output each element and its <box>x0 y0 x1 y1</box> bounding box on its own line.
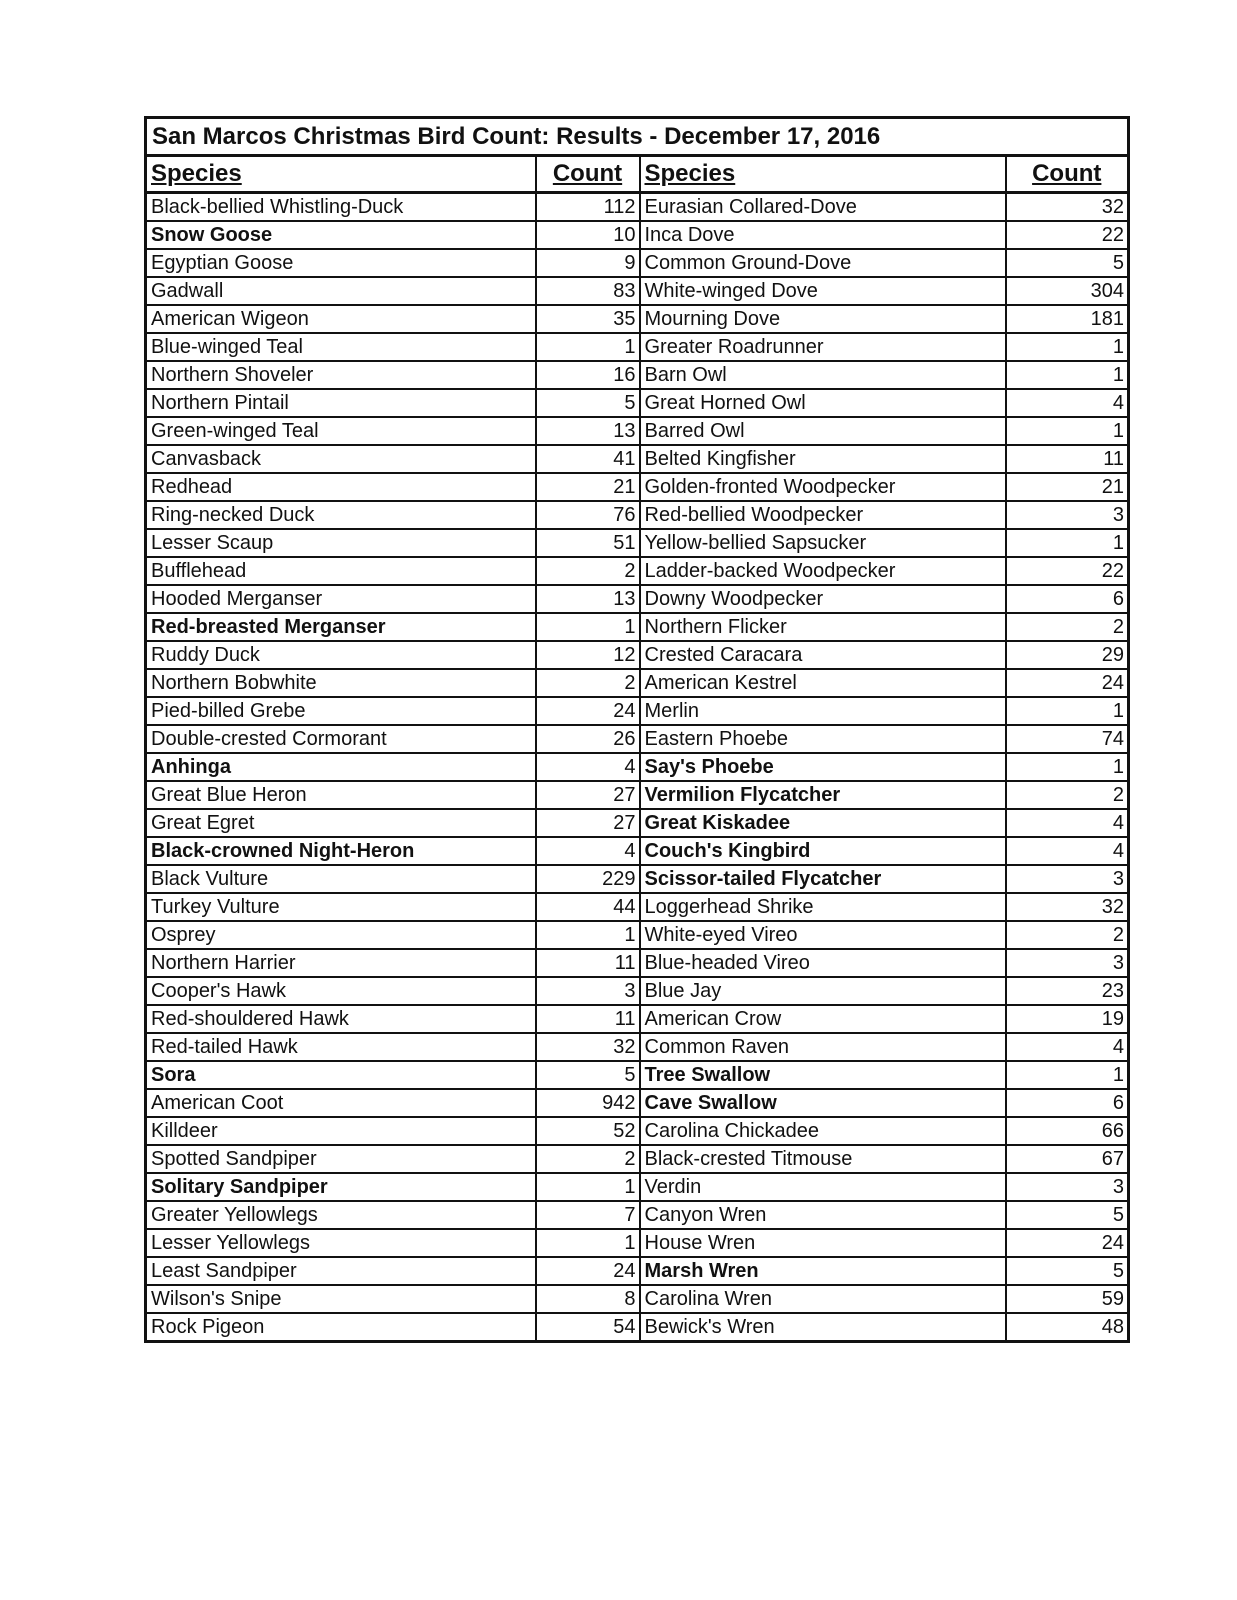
count-cell-right: 5 <box>1006 1257 1129 1285</box>
species-cell-right: Carolina Chickadee <box>640 1117 1006 1145</box>
count-cell-right: 5 <box>1006 1201 1129 1229</box>
species-cell-left: Anhinga <box>146 753 536 781</box>
species-cell-right: Carolina Wren <box>640 1285 1006 1313</box>
count-cell-left: 942 <box>536 1089 640 1117</box>
species-cell-left: Northern Shoveler <box>146 361 536 389</box>
count-cell-right: 66 <box>1006 1117 1129 1145</box>
count-cell-right: 67 <box>1006 1145 1129 1173</box>
species-cell-left: Red-breasted Merganser <box>146 613 536 641</box>
species-cell-right: American Crow <box>640 1005 1006 1033</box>
count-cell-right: 1 <box>1006 361 1129 389</box>
count-cell-left: 54 <box>536 1313 640 1342</box>
species-cell-left: Red-shouldered Hawk <box>146 1005 536 1033</box>
count-cell-right: 2 <box>1006 613 1129 641</box>
count-cell-left: 9 <box>536 249 640 277</box>
species-cell-left: Bufflehead <box>146 557 536 585</box>
count-cell-right: 24 <box>1006 669 1129 697</box>
table-row <box>146 1285 1129 1313</box>
count-cell-right: 48 <box>1006 1313 1129 1342</box>
species-cell-left: Ruddy Duck <box>146 641 536 669</box>
count-cell-right: 6 <box>1006 585 1129 613</box>
species-cell-left: Rock Pigeon <box>146 1313 536 1342</box>
species-cell-left: Pied-billed Grebe <box>146 697 536 725</box>
table-row <box>146 1201 1129 1229</box>
count-cell-right: 24 <box>1006 1229 1129 1257</box>
species-header-right: Species <box>640 156 1006 193</box>
table-row <box>146 977 1129 1005</box>
table-row <box>146 697 1129 725</box>
table-row <box>146 921 1129 949</box>
count-cell-left: 16 <box>536 361 640 389</box>
table-row <box>146 781 1129 809</box>
count-cell-left: 5 <box>536 389 640 417</box>
species-cell-right: Great Horned Owl <box>640 389 1006 417</box>
species-cell-left: Ring-necked Duck <box>146 501 536 529</box>
species-cell-left: Snow Goose <box>146 221 536 249</box>
table-row <box>146 1005 1129 1033</box>
count-cell-right: 181 <box>1006 305 1129 333</box>
species-cell-left: Spotted Sandpiper <box>146 1145 536 1173</box>
species-cell-left: Blue-winged Teal <box>146 333 536 361</box>
species-cell-right: Loggerhead Shrike <box>640 893 1006 921</box>
count-cell-left: 26 <box>536 725 640 753</box>
species-cell-right: Yellow-bellied Sapsucker <box>640 529 1006 557</box>
count-cell-left: 44 <box>536 893 640 921</box>
table-row <box>146 389 1129 417</box>
species-cell-right: Couch's Kingbird <box>640 837 1006 865</box>
species-cell-right: Great Kiskadee <box>640 809 1006 837</box>
count-cell-left: 2 <box>536 1145 640 1173</box>
species-cell-left: Redhead <box>146 473 536 501</box>
species-cell-left: Great Blue Heron <box>146 781 536 809</box>
species-cell-right: Crested Caracara <box>640 641 1006 669</box>
species-cell-left: American Coot <box>146 1089 536 1117</box>
species-header-left: Species <box>146 156 536 193</box>
table-row <box>146 1061 1129 1089</box>
table-row <box>146 949 1129 977</box>
species-cell-left: Wilson's Snipe <box>146 1285 536 1313</box>
count-cell-left: 12 <box>536 641 640 669</box>
table-row <box>146 417 1129 445</box>
species-cell-left: Northern Pintail <box>146 389 536 417</box>
species-cell-left: Lesser Yellowlegs <box>146 1229 536 1257</box>
table-row <box>146 193 1129 222</box>
species-cell-right: Common Raven <box>640 1033 1006 1061</box>
count-cell-left: 51 <box>536 529 640 557</box>
count-cell-left: 32 <box>536 1033 640 1061</box>
count-cell-right: 22 <box>1006 557 1129 585</box>
species-cell-left: Great Egret <box>146 809 536 837</box>
count-cell-right: 3 <box>1006 949 1129 977</box>
species-cell-right: Eurasian Collared-Dove <box>640 193 1006 222</box>
species-cell-right: Bewick's Wren <box>640 1313 1006 1342</box>
species-cell-right: Canyon Wren <box>640 1201 1006 1229</box>
count-cell-left: 41 <box>536 445 640 473</box>
species-cell-right: Ladder-backed Woodpecker <box>640 557 1006 585</box>
species-cell-right: Greater Roadrunner <box>640 333 1006 361</box>
species-cell-right: Vermilion Flycatcher <box>640 781 1006 809</box>
header-row <box>146 156 1129 193</box>
count-cell-left: 8 <box>536 1285 640 1313</box>
species-cell-right: Scissor-tailed Flycatcher <box>640 865 1006 893</box>
count-cell-left: 27 <box>536 809 640 837</box>
species-cell-right: Belted Kingfisher <box>640 445 1006 473</box>
count-cell-left: 4 <box>536 753 640 781</box>
species-cell-left: Hooded Merganser <box>146 585 536 613</box>
count-cell-left: 229 <box>536 865 640 893</box>
title-row <box>146 118 1129 156</box>
count-cell-left: 5 <box>536 1061 640 1089</box>
count-header-left: Count <box>536 156 640 193</box>
count-cell-right: 3 <box>1006 865 1129 893</box>
count-cell-right: 4 <box>1006 837 1129 865</box>
count-cell-right: 4 <box>1006 389 1129 417</box>
count-cell-right: 21 <box>1006 473 1129 501</box>
species-cell-right: Tree Swallow <box>640 1061 1006 1089</box>
species-cell-right: Blue Jay <box>640 977 1006 1005</box>
species-cell-right: Red-bellied Woodpecker <box>640 501 1006 529</box>
count-cell-right: 1 <box>1006 697 1129 725</box>
species-cell-left: Red-tailed Hawk <box>146 1033 536 1061</box>
species-cell-right: Eastern Phoebe <box>640 725 1006 753</box>
count-cell-left: 11 <box>536 949 640 977</box>
species-cell-right: Mourning Dove <box>640 305 1006 333</box>
table-row <box>146 1257 1129 1285</box>
table-row <box>146 1117 1129 1145</box>
table-row <box>146 865 1129 893</box>
count-cell-left: 52 <box>536 1117 640 1145</box>
count-cell-left: 1 <box>536 1173 640 1201</box>
count-cell-left: 1 <box>536 921 640 949</box>
count-header-right: Count <box>1006 156 1129 193</box>
count-cell-right: 304 <box>1006 277 1129 305</box>
species-cell-right: Merlin <box>640 697 1006 725</box>
count-cell-right: 3 <box>1006 501 1129 529</box>
species-cell-left: Black Vulture <box>146 865 536 893</box>
bird-count-table <box>144 116 1130 1343</box>
count-cell-right: 1 <box>1006 333 1129 361</box>
count-cell-left: 1 <box>536 333 640 361</box>
count-cell-right: 2 <box>1006 781 1129 809</box>
species-cell-right: Marsh Wren <box>640 1257 1006 1285</box>
count-cell-right: 1 <box>1006 417 1129 445</box>
count-cell-right: 74 <box>1006 725 1129 753</box>
species-cell-right: Inca Dove <box>640 221 1006 249</box>
table-row <box>146 585 1129 613</box>
species-cell-left: American Wigeon <box>146 305 536 333</box>
table-row <box>146 725 1129 753</box>
count-cell-left: 35 <box>536 305 640 333</box>
species-cell-left: Black-crowned Night-Heron <box>146 837 536 865</box>
table-row <box>146 837 1129 865</box>
species-cell-left: Turkey Vulture <box>146 893 536 921</box>
species-cell-right: American Kestrel <box>640 669 1006 697</box>
species-cell-right: Northern Flicker <box>640 613 1006 641</box>
count-cell-left: 76 <box>536 501 640 529</box>
count-cell-right: 3 <box>1006 1173 1129 1201</box>
table-row <box>146 1089 1129 1117</box>
count-cell-right: 29 <box>1006 641 1129 669</box>
species-cell-right: White-eyed Vireo <box>640 921 1006 949</box>
table-row <box>146 669 1129 697</box>
species-cell-left: Killdeer <box>146 1117 536 1145</box>
count-cell-right: 4 <box>1006 809 1129 837</box>
species-cell-left: Cooper's Hawk <box>146 977 536 1005</box>
count-cell-right: 23 <box>1006 977 1129 1005</box>
table-row <box>146 473 1129 501</box>
count-cell-right: 32 <box>1006 193 1129 222</box>
table-row <box>146 1033 1129 1061</box>
table-row <box>146 249 1129 277</box>
count-cell-right: 11 <box>1006 445 1129 473</box>
species-cell-left: Northern Harrier <box>146 949 536 977</box>
count-cell-left: 27 <box>536 781 640 809</box>
count-cell-left: 24 <box>536 697 640 725</box>
count-cell-right: 5 <box>1006 249 1129 277</box>
count-cell-right: 22 <box>1006 221 1129 249</box>
species-cell-left: Double-crested Cormorant <box>146 725 536 753</box>
species-cell-right: Downy Woodpecker <box>640 585 1006 613</box>
table-row <box>146 361 1129 389</box>
count-cell-right: 1 <box>1006 1061 1129 1089</box>
table-body <box>146 193 1129 1342</box>
species-cell-left: Egyptian Goose <box>146 249 536 277</box>
species-cell-left: Northern Bobwhite <box>146 669 536 697</box>
species-cell-left: Gadwall <box>146 277 536 305</box>
count-cell-left: 11 <box>536 1005 640 1033</box>
count-cell-left: 24 <box>536 1257 640 1285</box>
count-cell-left: 21 <box>536 473 640 501</box>
table-row <box>146 893 1129 921</box>
table-row <box>146 753 1129 781</box>
table-row <box>146 445 1129 473</box>
species-cell-right: Barn Owl <box>640 361 1006 389</box>
species-cell-right: White-winged Dove <box>640 277 1006 305</box>
count-cell-left: 13 <box>536 417 640 445</box>
count-cell-right: 1 <box>1006 753 1129 781</box>
count-cell-left: 7 <box>536 1201 640 1229</box>
table-row <box>146 1173 1129 1201</box>
species-cell-left: Green-winged Teal <box>146 417 536 445</box>
count-cell-right: 2 <box>1006 921 1129 949</box>
count-cell-left: 83 <box>536 277 640 305</box>
table-row <box>146 1313 1129 1342</box>
table-row <box>146 1145 1129 1173</box>
count-cell-right: 4 <box>1006 1033 1129 1061</box>
count-cell-right: 1 <box>1006 529 1129 557</box>
table-row <box>146 305 1129 333</box>
species-cell-right: Cave Swallow <box>640 1089 1006 1117</box>
count-cell-left: 2 <box>536 669 640 697</box>
species-cell-left: Canvasback <box>146 445 536 473</box>
table-row <box>146 277 1129 305</box>
species-cell-right: Golden-fronted Woodpecker <box>640 473 1006 501</box>
count-cell-right: 32 <box>1006 893 1129 921</box>
table-row <box>146 221 1129 249</box>
count-cell-left: 112 <box>536 193 640 222</box>
species-cell-right: Say's Phoebe <box>640 753 1006 781</box>
count-cell-right: 59 <box>1006 1285 1129 1313</box>
species-cell-right: Common Ground-Dove <box>640 249 1006 277</box>
count-cell-left: 4 <box>536 837 640 865</box>
species-cell-left: Least Sandpiper <box>146 1257 536 1285</box>
count-cell-left: 1 <box>536 1229 640 1257</box>
table-row <box>146 501 1129 529</box>
species-cell-left: Lesser Scaup <box>146 529 536 557</box>
species-cell-left: Greater Yellowlegs <box>146 1201 536 1229</box>
table-row <box>146 333 1129 361</box>
table-row <box>146 641 1129 669</box>
count-cell-left: 10 <box>536 221 640 249</box>
species-cell-right: Black-crested Titmouse <box>640 1145 1006 1173</box>
count-cell-left: 13 <box>536 585 640 613</box>
species-cell-right: Barred Owl <box>640 417 1006 445</box>
count-cell-left: 1 <box>536 613 640 641</box>
species-cell-left: Solitary Sandpiper <box>146 1173 536 1201</box>
table-row <box>146 809 1129 837</box>
count-cell-right: 19 <box>1006 1005 1129 1033</box>
count-cell-right: 6 <box>1006 1089 1129 1117</box>
species-cell-left: Osprey <box>146 921 536 949</box>
table-row <box>146 1229 1129 1257</box>
table-row <box>146 529 1129 557</box>
count-cell-left: 2 <box>536 557 640 585</box>
table-row <box>146 557 1129 585</box>
species-cell-left: Black-bellied Whistling-Duck <box>146 193 536 222</box>
species-cell-left: Sora <box>146 1061 536 1089</box>
species-cell-right: House Wren <box>640 1229 1006 1257</box>
species-cell-right: Verdin <box>640 1173 1006 1201</box>
count-cell-left: 3 <box>536 977 640 1005</box>
species-cell-right: Blue-headed Vireo <box>640 949 1006 977</box>
table-row <box>146 613 1129 641</box>
table-title: San Marcos Christmas Bird Count: Results - December 17, 2016 <box>146 118 1129 156</box>
